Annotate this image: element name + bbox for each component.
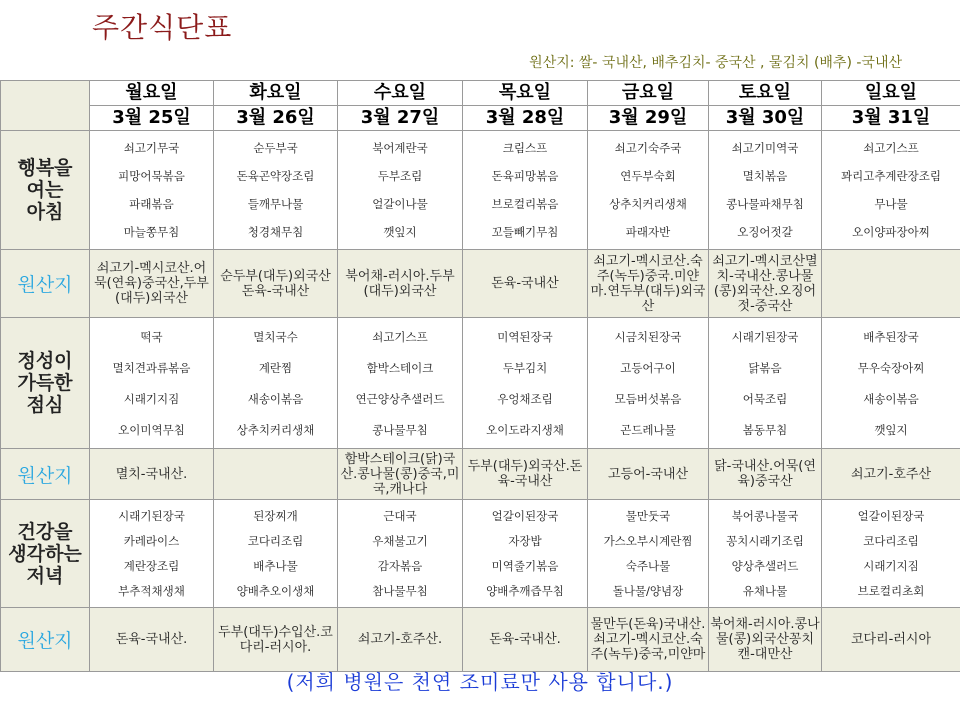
menu-item: 멸치견과류볶음 <box>112 360 191 375</box>
menu-item: 마늘쫑무침 <box>123 225 180 239</box>
menu-item: 상추치커리생채 <box>236 422 315 437</box>
origin-text: 돈육-국내산. <box>115 632 188 647</box>
menu-item-list <box>90 134 213 246</box>
dinner-label-line: 건강을 <box>17 520 73 543</box>
dinner-origin-cell <box>822 608 960 672</box>
menu-item: 깻잎지 <box>874 422 908 437</box>
lunch-menu-cell <box>588 318 709 449</box>
date-header: 3월 30일 <box>709 106 822 131</box>
menu-item: 양배추오이생채 <box>236 584 315 599</box>
menu-item-list <box>214 321 337 445</box>
menu-item-list <box>709 321 821 445</box>
breakfast-origin-cell <box>709 250 822 318</box>
day-header: 수요일 <box>338 81 463 106</box>
lunch-label <box>1 318 90 449</box>
origin-text: 북어채-러시아.콩나물(콩)외국산꽁치캔-대만산 <box>710 617 820 662</box>
menu-item-list <box>338 321 462 445</box>
menu-item: 새송이볶음 <box>863 391 919 406</box>
menu-item: 카레라이스 <box>123 533 180 548</box>
menu-item: 들깨무나물 <box>247 197 304 211</box>
menu-item: 떡국 <box>140 329 163 344</box>
menu-item: 돌나물/양념장 <box>612 584 684 599</box>
lunch-label-line: 정성이 <box>17 350 73 372</box>
dinner-label-line: 생각하는 <box>8 542 82 565</box>
day-header: 토요일 <box>709 81 822 106</box>
lunch-label-line: 가득한 <box>17 372 73 394</box>
lunch-menu-cell <box>822 318 960 449</box>
menu-item-list <box>822 503 960 604</box>
origin-text: 멸치-국내산. <box>115 466 188 482</box>
lunch-label-line: 점심 <box>26 394 64 416</box>
menu-item: 돈육피망볶음 <box>491 169 559 183</box>
breakfast-origin-cell <box>588 250 709 318</box>
menu-item: 배추나물 <box>253 559 298 574</box>
dinner-origin-cell <box>588 608 709 672</box>
menu-item: 부추적채생채 <box>118 584 185 599</box>
menu-item: 크림스프 <box>502 141 548 155</box>
menu-item: 무우숙장아찌 <box>857 360 925 375</box>
dinner-origin-cell <box>709 608 822 672</box>
menu-table <box>0 80 960 672</box>
lunch-origin-cell <box>90 449 214 500</box>
menu-item: 청경채무침 <box>247 225 304 239</box>
origin-text: 닭-국내산.어묵(연육)중국산 <box>714 459 816 489</box>
menu-item-list <box>90 321 213 445</box>
origin-text: 돈육-국내산. <box>489 632 561 647</box>
menu-item: 돈육곤약장조림 <box>236 169 315 183</box>
origin-text: 쇠고기-멕시코산.어묵(연육)중국산,두부(대두)외국산 <box>94 261 209 306</box>
dinner-origin-label: 원산지 <box>1 608 90 672</box>
menu-item: 얼갈이된장국 <box>857 508 925 523</box>
menu-item-list <box>709 503 821 604</box>
breakfast-menu-cell <box>214 131 338 250</box>
menu-item-list <box>90 503 213 604</box>
menu-item: 오이양파장아찌 <box>852 225 930 239</box>
day-header-row <box>1 81 960 106</box>
origin-text: 두부(대두)외국산.돈육-국내산 <box>467 459 583 489</box>
lunch-origin-row <box>1 449 960 500</box>
day-header: 화요일 <box>214 81 338 106</box>
menu-item: 자장밥 <box>508 533 542 548</box>
menu-item: 곤드레나물 <box>620 422 676 437</box>
breakfast-menu-cell <box>588 131 709 250</box>
menu-item: 콩나물무침 <box>372 422 428 437</box>
dinner-menu-row <box>1 500 960 608</box>
menu-item: 양배추깨즙무침 <box>486 584 564 599</box>
menu-item: 시래기된장국 <box>118 508 185 523</box>
menu-item: 쇠고기미역국 <box>731 141 799 155</box>
dinner-label <box>1 500 90 608</box>
dinner-menu-cell <box>588 500 709 608</box>
lunch-origin-cell <box>214 449 338 500</box>
date-header: 3월 27일 <box>338 106 463 131</box>
origin-text: 두부(대두)수입산.코다리-러시아. <box>218 624 333 655</box>
day-header: 일요일 <box>822 81 960 106</box>
menu-item: 감자볶음 <box>377 559 423 574</box>
breakfast-label-line: 행복을 <box>17 157 73 179</box>
menu-item: 새송이볶음 <box>247 391 304 406</box>
dinner-origin-cell <box>463 608 588 672</box>
menu-item: 모듬버섯볶음 <box>614 391 682 406</box>
dinner-menu-cell <box>338 500 463 608</box>
page-title: 주간식단표 <box>92 11 233 44</box>
lunch-origin-cell <box>463 449 588 500</box>
menu-item: 시래기지짐 <box>123 391 180 406</box>
menu-item: 코다리조림 <box>863 533 919 548</box>
dinner-menu-cell <box>822 500 960 608</box>
menu-item: 우엉채조림 <box>497 391 553 406</box>
lunch-origin-label: 원산지 <box>1 449 90 500</box>
menu-item: 브로컬리볶음 <box>491 197 559 211</box>
origin-text: 쇠고기-호주산 <box>850 466 932 482</box>
origin-text: 북어채-러시아.두부(대두)외국산 <box>345 268 455 299</box>
lunch-origin-cell <box>709 449 822 500</box>
dinner-origin-cell <box>90 608 214 672</box>
breakfast-origin-cell <box>90 250 214 318</box>
menu-item: 시래기지짐 <box>863 559 919 574</box>
menu-item-list <box>588 503 708 604</box>
menu-item-list <box>463 321 587 445</box>
menu-item-list <box>338 503 462 604</box>
breakfast-menu-row <box>1 131 960 250</box>
menu-item: 닭볶음 <box>748 360 782 375</box>
menu-item: 고등어구이 <box>620 360 676 375</box>
menu-item: 순두부국 <box>253 141 298 155</box>
date-header: 3월 26일 <box>214 106 338 131</box>
breakfast-origin-cell <box>214 250 338 318</box>
menu-item: 북어계란국 <box>372 141 428 155</box>
dinner-origin-cell <box>338 608 463 672</box>
breakfast-label <box>1 131 90 250</box>
menu-item: 시금치된장국 <box>614 329 682 344</box>
breakfast-origin-cell <box>463 250 588 318</box>
menu-item: 배추된장국 <box>863 329 919 344</box>
dinner-origin-cell <box>214 608 338 672</box>
breakfast-origin-row <box>1 250 960 318</box>
menu-item: 연근양상추샐러드 <box>355 391 445 406</box>
menu-item: 오징어젓갈 <box>737 225 793 239</box>
menu-item: 오이도라지생채 <box>486 422 564 437</box>
menu-item: 브로컬리초회 <box>857 584 925 599</box>
origin-text: 쇠고기-멕시코산멸치-국내산.콩나물(콩)외국산.오징어젓-중국산 <box>712 253 818 314</box>
lunch-menu-cell <box>90 318 214 449</box>
day-header: 월요일 <box>90 81 214 106</box>
origin-text: 순두부(대두)외국산 돈육-국내산 <box>220 268 331 299</box>
menu-item-list <box>214 134 337 246</box>
day-header: 금요일 <box>588 81 709 106</box>
origin-text: 쇠고기-멕시코산.숙주(녹두)중국.미얀마.연두부(대두)외국산 <box>590 253 706 314</box>
menu-item: 두부김치 <box>502 360 548 375</box>
menu-item: 피망어묵볶음 <box>118 169 185 183</box>
menu-item: 근대국 <box>383 508 417 523</box>
breakfast-label-line: 여는 <box>26 179 64 201</box>
menu-item: 계란찜 <box>258 360 293 375</box>
breakfast-menu-cell <box>709 131 822 250</box>
lunch-menu-row <box>1 318 960 449</box>
menu-item: 가스오부시계란찜 <box>603 533 693 548</box>
menu-item: 어묵조림 <box>742 391 788 406</box>
menu-item: 콩나물파채무침 <box>726 197 804 211</box>
date-header-row <box>1 106 960 131</box>
date-header: 3월 29일 <box>588 106 709 131</box>
lunch-origin-cell <box>338 449 463 500</box>
origin-text: 쇠고기-호주산. <box>357 632 443 647</box>
menu-item: 쇠고기무국 <box>123 141 180 155</box>
lunch-menu-cell <box>709 318 822 449</box>
dinner-menu-cell <box>90 500 214 608</box>
menu-item: 꽈리고추계란장조림 <box>841 169 941 183</box>
menu-item: 꼬들빼기무침 <box>491 225 559 239</box>
date-header: 3월 28일 <box>463 106 588 131</box>
menu-item: 북어콩나물국 <box>731 508 799 523</box>
menu-item-list <box>822 321 960 445</box>
lunch-menu-cell <box>214 318 338 449</box>
footer-note: (저희 병원은 천연 조미료만 사용 합니다.) <box>286 670 674 694</box>
menu-item: 계란장조림 <box>123 559 180 574</box>
breakfast-origin-cell <box>338 250 463 318</box>
breakfast-menu-cell <box>338 131 463 250</box>
menu-item-list <box>588 321 708 445</box>
menu-item: 깻잎지 <box>383 225 417 239</box>
day-header: 목요일 <box>463 81 588 106</box>
menu-item: 시래기된장국 <box>731 329 799 344</box>
date-header: 3월 25일 <box>90 106 214 131</box>
menu-item: 유채나물 <box>742 584 788 599</box>
menu-item: 오이미역무침 <box>118 422 185 437</box>
menu-item-list <box>214 503 337 604</box>
breakfast-menu-cell <box>822 131 960 250</box>
menu-item: 쇠고기스프 <box>863 141 919 155</box>
menu-item: 쇠고기스프 <box>372 329 428 344</box>
menu-item: 무나물 <box>874 197 908 211</box>
menu-item: 연두부숙회 <box>620 169 676 183</box>
menu-item: 숙주나물 <box>625 559 671 574</box>
menu-item: 함박스테이크 <box>366 360 434 375</box>
menu-item: 파래볶음 <box>129 197 174 211</box>
menu-item: 봄동무침 <box>742 422 788 437</box>
breakfast-origin-cell <box>822 250 960 318</box>
menu-item-list <box>709 134 821 246</box>
menu-item: 물만둣국 <box>625 508 671 523</box>
menu-item: 멸치국수 <box>253 329 298 344</box>
origin-text: 물만두(돈육)국내산.쇠고기-멕시코산.숙주(녹두)중국,미얀마 <box>590 617 706 662</box>
menu-item: 미역된장국 <box>497 329 553 344</box>
dinner-menu-cell <box>463 500 588 608</box>
breakfast-menu-cell <box>463 131 588 250</box>
dinner-menu-cell <box>709 500 822 608</box>
menu-item: 양상추샐러드 <box>731 559 799 574</box>
menu-item-list <box>463 503 587 604</box>
date-header: 3월 31일 <box>822 106 960 131</box>
menu-item-list <box>463 134 587 246</box>
lunch-origin-cell <box>822 449 960 500</box>
origin-text: 고등어-국내산 <box>607 466 689 482</box>
menu-item: 파래자반 <box>625 225 671 239</box>
lunch-menu-cell <box>338 318 463 449</box>
menu-item: 참나물무침 <box>372 584 428 599</box>
dinner-menu-cell <box>214 500 338 608</box>
lunch-menu-cell <box>463 318 588 449</box>
menu-item: 얼갈이된장국 <box>491 508 559 523</box>
dinner-origin-row <box>1 608 960 672</box>
menu-item: 미역줄기볶음 <box>491 559 559 574</box>
origin-text: 함박스테이크(닭)국산.콩나물(콩)중국,미국,캐나다 <box>340 451 460 497</box>
menu-item: 우채불고기 <box>372 533 428 548</box>
menu-item: 멸치볶음 <box>742 169 788 183</box>
origin-text: 돈육-국내산 <box>491 276 559 291</box>
breakfast-label-line: 아침 <box>26 201 64 223</box>
menu-item-list <box>822 134 960 246</box>
menu-item-list <box>588 134 708 246</box>
breakfast-origin-label: 원산지 <box>1 250 90 318</box>
menu-item-list <box>338 134 462 246</box>
menu-item: 된장찌개 <box>253 508 298 523</box>
menu-item: 코다리조림 <box>247 533 304 548</box>
corner-cell <box>1 81 90 131</box>
menu-item: 얼갈이나물 <box>372 197 428 211</box>
breakfast-menu-cell <box>90 131 214 250</box>
menu-item: 상추치커리생채 <box>609 197 687 211</box>
dinner-label-line: 저녁 <box>26 564 64 587</box>
menu-item: 꽁치시래기조림 <box>726 533 804 548</box>
menu-item: 두부조림 <box>377 169 423 183</box>
origin-text: 코다리-러시아 <box>850 632 932 647</box>
menu-item: 쇠고기숙주국 <box>614 141 682 155</box>
origin-note: 원산지: 쌀- 국내산, 배추김치- 중국산 , 물김치 (배추) -국내산 <box>529 55 902 71</box>
lunch-origin-cell <box>588 449 709 500</box>
